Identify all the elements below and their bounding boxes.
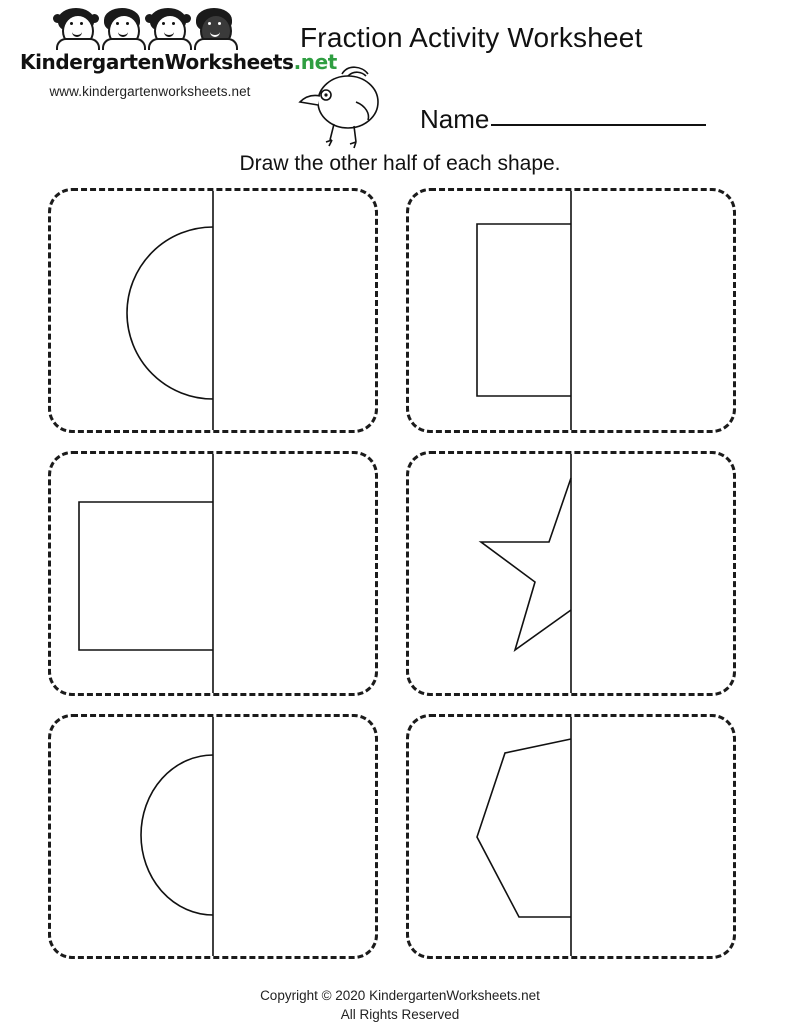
kids-illustration bbox=[50, 8, 250, 50]
logo-wordmark bbox=[20, 50, 337, 74]
kid-figure-1 bbox=[54, 8, 98, 50]
instruction-text: Draw the other half of each shape. bbox=[239, 152, 561, 175]
logo-word-kindergarten: Kindergarten bbox=[20, 50, 165, 74]
page-title: Fraction Activity Worksheet bbox=[300, 22, 643, 53]
shape-card-half-pentagon[interactable] bbox=[406, 714, 736, 959]
bird-illustration bbox=[296, 62, 396, 152]
site-url: www.kindergartenworksheets.net bbox=[49, 84, 251, 99]
shape-card-half-oval[interactable] bbox=[48, 714, 378, 959]
worksheet-header bbox=[0, 0, 800, 150]
name-field[interactable] bbox=[420, 104, 706, 135]
shape-card-half-circle[interactable] bbox=[48, 188, 378, 433]
kid-figure-2 bbox=[100, 8, 144, 50]
name-blank-line[interactable] bbox=[491, 124, 706, 126]
logo-word-net: .net bbox=[293, 50, 337, 74]
rights-text: All Rights Reserved bbox=[340, 1007, 460, 1023]
site-logo bbox=[20, 8, 337, 99]
shape-card-half-square[interactable] bbox=[48, 451, 378, 696]
shape-grid bbox=[48, 188, 752, 968]
kid-figure-4 bbox=[192, 8, 236, 50]
kid-figure-3 bbox=[146, 8, 190, 50]
page-footer bbox=[0, 986, 800, 1025]
shape-card-half-rectangle[interactable] bbox=[406, 188, 736, 433]
shape-card-half-star[interactable] bbox=[406, 451, 736, 696]
name-label: Name bbox=[420, 104, 490, 134]
logo-word-worksheets: Worksheets bbox=[164, 50, 294, 74]
copyright-text: Copyright © 2020 KindergartenWorksheets.net bbox=[260, 987, 540, 1003]
